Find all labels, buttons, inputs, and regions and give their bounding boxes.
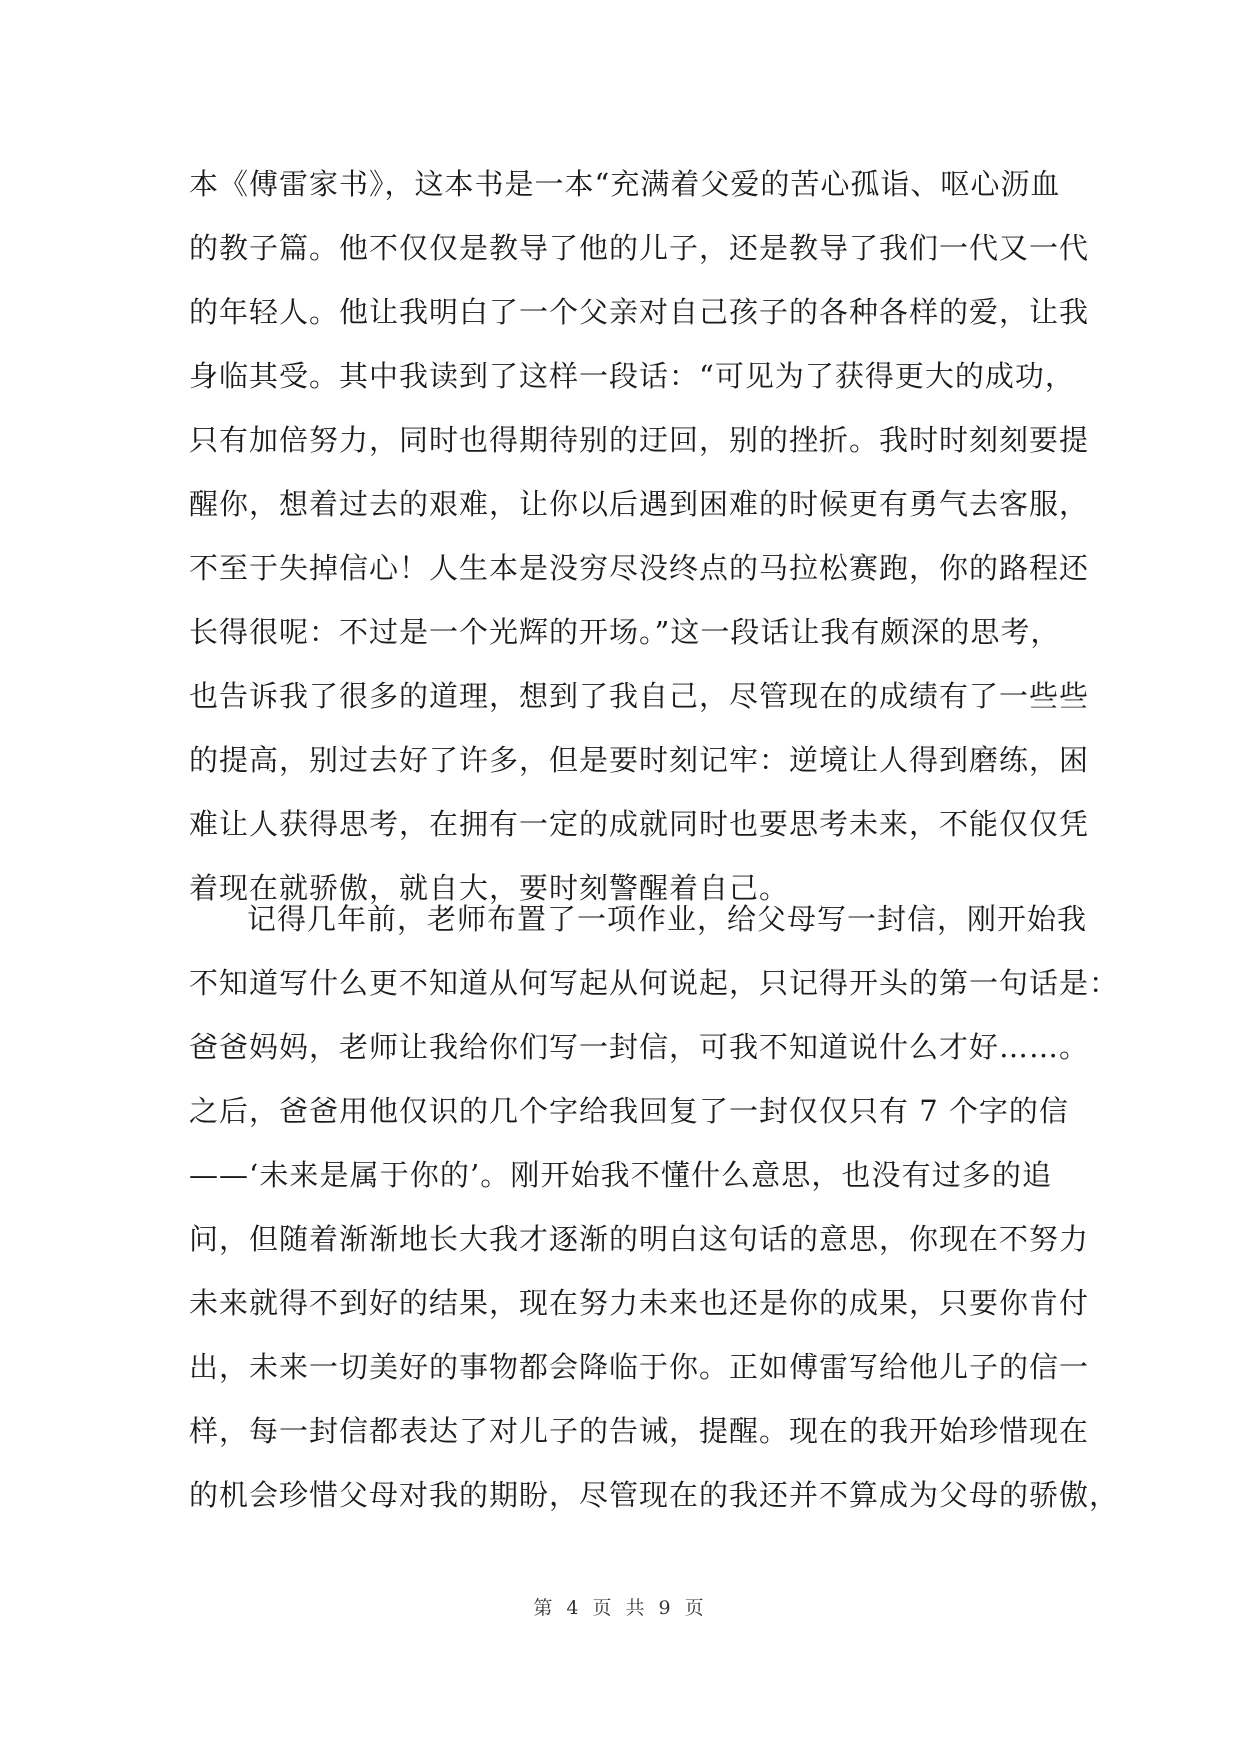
text-line: 的提高，别过去好了许多，但是要时刻记牢：逆境让人得到磨练，困 xyxy=(189,743,1090,777)
text-line: 不知道写什么更不知道从何写起从何说起，只记得开头的第一句话是： xyxy=(189,966,1120,1000)
paragraph-2 xyxy=(189,887,1120,1527)
text-line: 长得很呢：不过是一个光辉的开场。”这一段话让我有颇深的思考， xyxy=(189,615,1061,649)
text-line: ——‘未来是属于你的’。刚开始我不懂什么意思，也没有过多的追 xyxy=(189,1158,1052,1192)
text-line: 记得几年前，老师布置了一项作业，给父母写一封信，刚开始我 xyxy=(247,902,1088,936)
text-line: 醒你，想着过去的艰难，让你以后遇到困难的时候更有勇气去客服， xyxy=(189,487,1090,521)
text-line: 难让人获得思考，在拥有一定的成就同时也要思考未来，不能仅仅凭 xyxy=(189,807,1090,841)
text-line: 只有加倍努力，同时也得期待别的迂回，别的挫折。我时时刻刻要提 xyxy=(189,423,1090,457)
page-number-footer: 第 4 页 共 9 页 xyxy=(533,1597,708,1619)
text-line: 未来就得不到好的结果，现在努力未来也还是你的成果，只要你肯付 xyxy=(189,1286,1090,1320)
text-line: 之后，爸爸用他仅识的几个字给我回复了一封仅仅只有 7 个字的信 xyxy=(189,1094,1069,1128)
text-line: 样，每一封信都表达了对儿子的告诫，提醒。现在的我开始珍惜现在 xyxy=(189,1414,1090,1448)
text-line: 不至于失掉信心！人生本是没穷尽没终点的马拉松赛跑，你的路程还 xyxy=(189,551,1090,585)
text-line: 的年轻人。他让我明白了一个父亲对自己孩子的各种各样的爱，让我 xyxy=(189,295,1090,329)
text-line: 也告诉我了很多的道理，想到了我自己，尽管现在的成绩有了一些些 xyxy=(189,679,1090,713)
text-line: 爸爸妈妈，老师让我给你们写一封信，可我不知道说什么才好……。 xyxy=(189,1030,1090,1064)
text-line: 本《傅雷家书》，这本书是一本“充满着父爱的苦心孤诣、呕心沥血 xyxy=(189,167,1061,201)
text-line: 问，但随着渐渐地长大我才逐渐的明白这句话的意思，你现在不努力 xyxy=(189,1222,1090,1256)
text-line: 的教子篇。他不仅仅是教导了他的儿子，还是教导了我们一代又一代 xyxy=(189,231,1090,265)
text-line: 身临其受。其中我读到了这样一段话：“可见为了获得更大的成功， xyxy=(189,359,1075,393)
text-line: 出，未来一切美好的事物都会降临于你。正如傅雷写给他儿子的信一 xyxy=(189,1350,1090,1384)
paragraph-1 xyxy=(189,152,1090,920)
text-line: 着现在就骄傲，就自大，要时刻警醒着自己。 xyxy=(189,871,790,905)
text-line: 的机会珍惜父母对我的期盼，尽管现在的我还并不算成为父母的骄傲， xyxy=(189,1478,1120,1512)
